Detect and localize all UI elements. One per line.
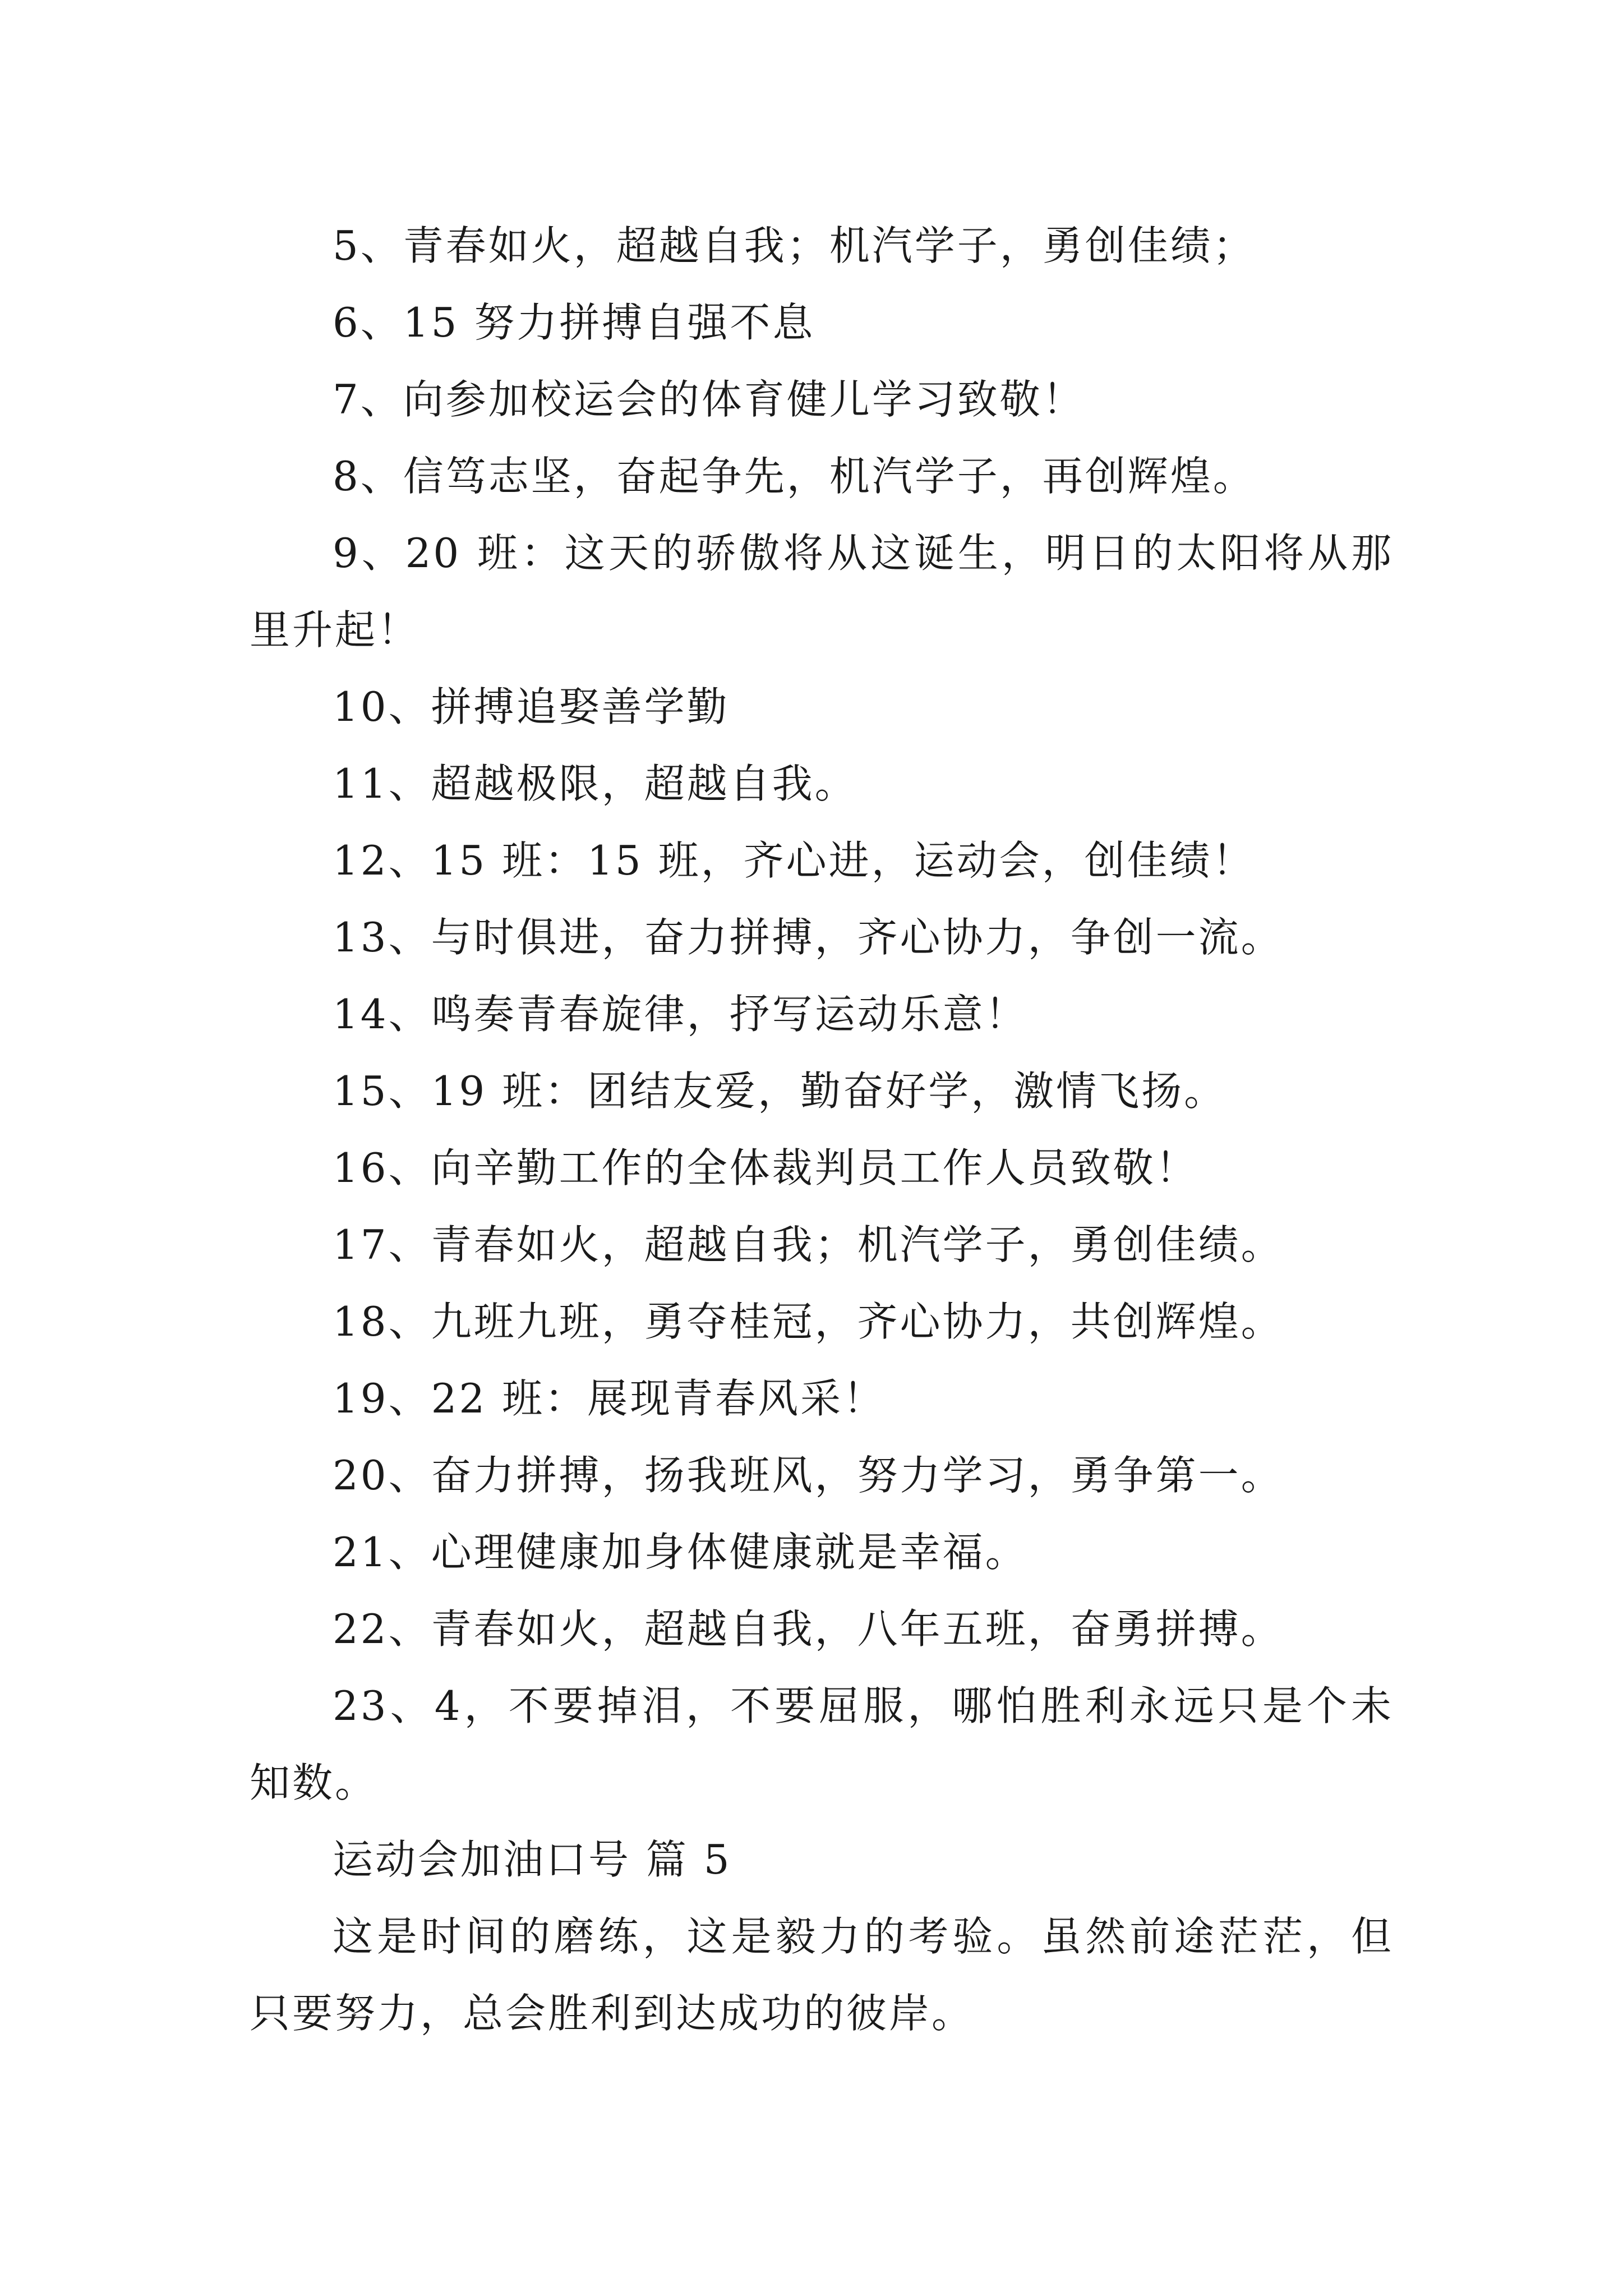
slogan-20: 20、奋力拼搏，扬我班风，努力学习，勇争第一。 bbox=[333, 1452, 1284, 1499]
slogan-8: 8、信笃志坚，奋起争先，机汽学子，再创辉煌。 bbox=[333, 453, 1256, 500]
closing-paragraph: 这是时间的磨练，这是毅力的考验。虽然前途茫茫，但只要努力，总会胜利到达成功的彼岸。 bbox=[250, 1913, 1394, 2037]
section-heading: 运动会加油口号 篇 5 bbox=[333, 1836, 732, 1883]
slogan-7: 7、向参加校运会的体育健儿学习致敬！ bbox=[333, 376, 1085, 423]
slogan-19: 19、22 班：展现青春风采！ bbox=[333, 1375, 886, 1422]
slogan-21: 21、心理健康加身体健康就是幸福。 bbox=[333, 1529, 1028, 1576]
slogan-10: 10、拼搏追娶善学勤 bbox=[333, 683, 730, 730]
slogan-11: 11、超越极限，超越自我。 bbox=[333, 760, 857, 807]
slogan-16: 16、向辛勤工作的全体裁判员工作人员致敬！ bbox=[333, 1144, 1198, 1191]
slogan-6: 6、15 努力拼搏自强不息 bbox=[333, 299, 815, 346]
slogan-17: 17、青春如火，超越自我；机汽学子，勇创佳绩。 bbox=[333, 1221, 1284, 1268]
document-body bbox=[250, 208, 1394, 2052]
slogan-12: 12、15 班：15 班，齐心进，运动会，创佳绩！ bbox=[333, 837, 1255, 884]
slogan-15: 15、19 班：团结友爱，勤奋好学，激情飞扬。 bbox=[333, 1068, 1227, 1115]
slogan-9: 9、20 班：这天的骄傲将从这诞生，明日的太阳将从那里升起！ bbox=[250, 530, 1394, 654]
slogan-22: 22、青春如火，超越自我，八年五班，奋勇拼搏。 bbox=[333, 1605, 1284, 1653]
slogan-23: 23、4，不要掉泪，不要屈服，哪怕胜利永远只是个未知数。 bbox=[250, 1682, 1394, 1806]
slogan-18: 18、九班九班，勇夺桂冠，齐心协力，共创辉煌。 bbox=[333, 1298, 1284, 1345]
slogan-14: 14、鸣奏青春旋律，抒写运动乐意！ bbox=[333, 991, 1028, 1038]
slogan-5: 5、青春如火，超越自我；机汽学子，勇创佳绩； bbox=[333, 222, 1256, 269]
slogan-13: 13、与时俱进，奋力拼搏，齐心协力，争创一流。 bbox=[333, 914, 1284, 961]
